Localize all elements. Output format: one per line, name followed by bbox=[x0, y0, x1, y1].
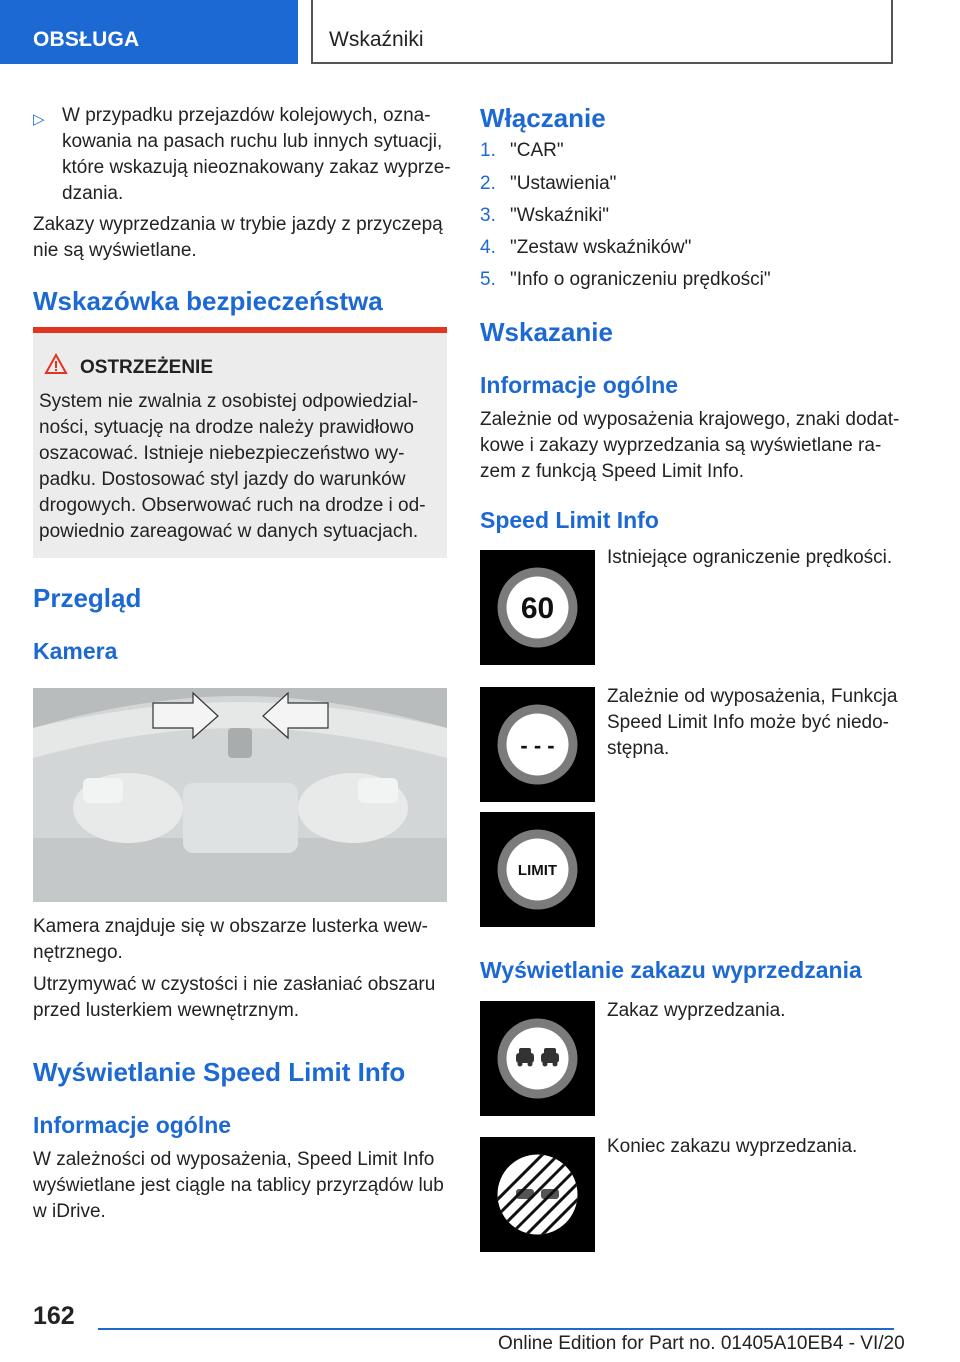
general-info-text-left: W zależności od wyposażenia, Speed Limit Info wyświetlane jest ciągle na tablicy przyrządów lub w iDrive. bbox=[33, 1149, 444, 1222]
no-passing-heading: Wyświetlanie zakazu wyprzedzania bbox=[480, 957, 862, 983]
general-info-heading-right: Informacje ogólne bbox=[480, 372, 679, 398]
keep-clean-text: Utrzymywać w czystości i nie zasłaniać obszaru przed lusterkiem wewnętrznym. bbox=[33, 974, 436, 1021]
speed-limit-60-sign bbox=[480, 550, 595, 665]
no-passing-sign bbox=[480, 1001, 595, 1116]
svg-text:60: 60 bbox=[520, 592, 555, 625]
edition-note: Online Edition for Part no. 01405A10EB4 - VI/20 bbox=[498, 1333, 905, 1354]
end-no-passing-description: Koniec zakazu wyprzedzania. bbox=[607, 1136, 858, 1157]
chapter-title: Wskaźniki bbox=[329, 28, 424, 51]
display-sli-heading: Wyświetlanie Speed Limit Info bbox=[33, 1057, 406, 1087]
section-tab bbox=[0, 0, 298, 64]
bullet-triangle-icon: ▷ bbox=[33, 111, 45, 128]
svg-text:LIMIT: LIMIT bbox=[517, 862, 558, 879]
no-passing-description: Zakaz wyprzedzania. bbox=[607, 1000, 786, 1021]
overview-heading: Przegląd bbox=[33, 583, 142, 613]
sign-dash-description: Zależnie od wyposażenia, Funkcja Speed Limit Info może być niedo- stępna. bbox=[607, 686, 898, 759]
sign-60-description: Istniejące ograniczenie prędkości. bbox=[607, 547, 893, 568]
svg-text:- - -: - - - bbox=[520, 733, 555, 758]
enable-heading: Włączanie bbox=[480, 103, 606, 133]
footer-divider bbox=[98, 1328, 894, 1330]
chapter-tab bbox=[311, 0, 893, 64]
speed-limit-limit-sign bbox=[480, 812, 595, 927]
camera-heading: Kamera bbox=[33, 638, 118, 664]
page-number: 162 bbox=[33, 1302, 75, 1330]
safety-heading: Wskazówka bezpieczeństwa bbox=[33, 286, 383, 316]
warning-triangle-icon bbox=[44, 353, 68, 375]
section-title: OBSŁUGA bbox=[33, 28, 140, 51]
camera-location-illustration bbox=[33, 688, 447, 902]
general-info-heading-left: Informacje ogólne bbox=[33, 1112, 232, 1138]
trailer-note: Zakazy wyprzedzania w trybie jazdy z przyczepą nie są wyświetlane. bbox=[33, 214, 443, 261]
indication-heading: Wskazanie bbox=[480, 317, 613, 347]
bullet-text: W przypadku przejazdów kolejowych, ozna- kowania na pasach ruchu lub innych sytuacji, które wskazują nieoznakowany zakaz wyprze- dzania. bbox=[62, 105, 451, 204]
camera-location-text: Kamera znajduje się w obszarze lusterka wew- nętrznego. bbox=[33, 916, 428, 963]
sli-heading: Speed Limit Info bbox=[480, 507, 659, 533]
general-info-text-right: Zależnie od wyposażenia krajowego, znaki dodat- kowe i zakazy wyprzedzania są wyświetlane ra- zem z funkcją Speed Limit Info. bbox=[480, 409, 900, 482]
warning-text: System nie zwalnia z osobistej odpowiedzial- ności, sytuację na drodze należy prawidłowo oszacować. Istnieje niebezpieczeństwo wy- padku. Dostosować styl jazdy do warunków drogowych. Obserwować ruch na drodze i od- powiednio zareagować w danych sytuacjach. bbox=[39, 391, 426, 542]
warning-title: OSTRZEŻENIE bbox=[80, 357, 214, 378]
speed-limit-unknown-sign bbox=[480, 687, 595, 802]
end-no-passing-sign bbox=[480, 1137, 595, 1252]
